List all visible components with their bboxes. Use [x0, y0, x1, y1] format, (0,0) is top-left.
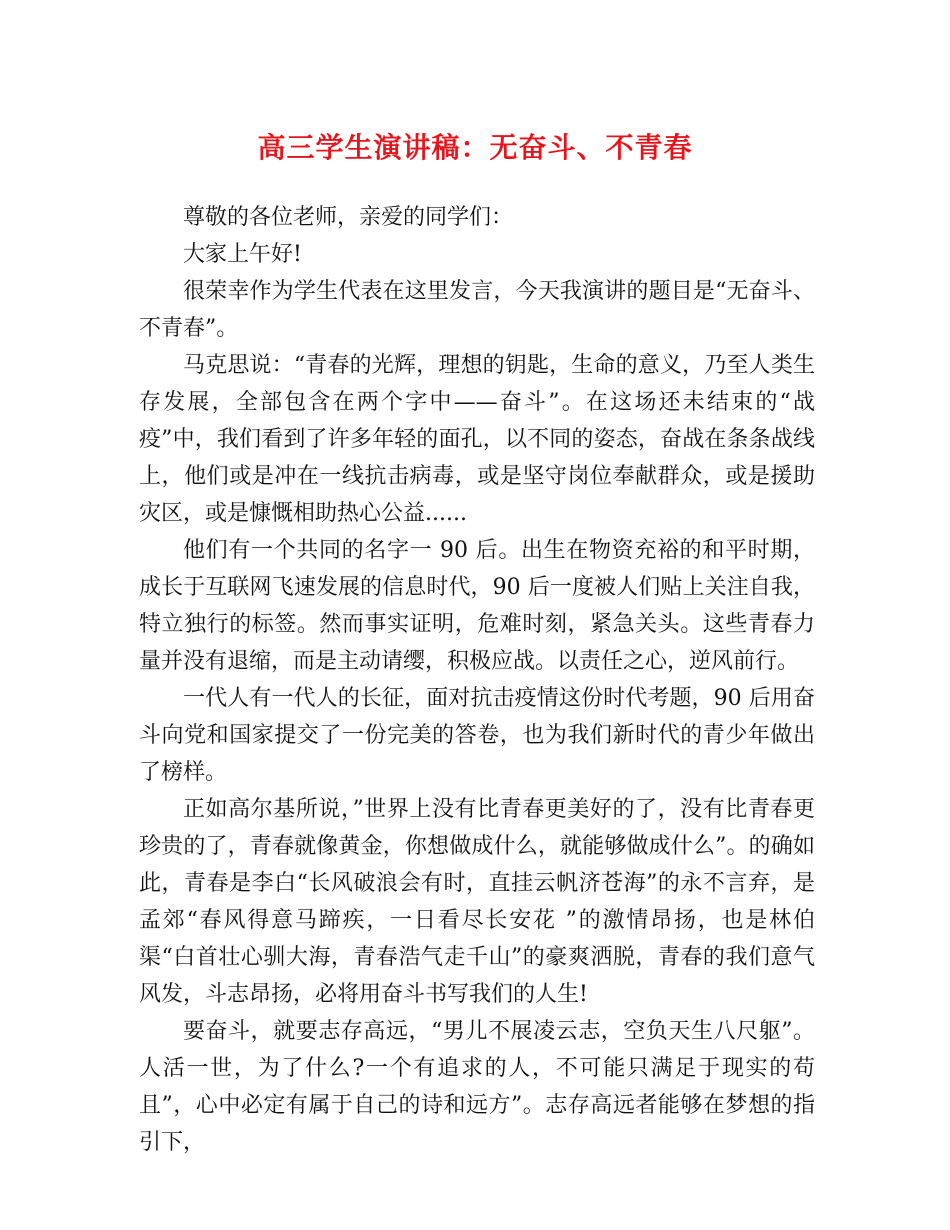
paragraph-gorky-quote: 正如高尔基所说，”世界上没有比青春更美好的了，没有比青春更珍贵的了，青春就像黄金，你想做成什么，就能够做成什么”。的确如此，青春是李白“长风破浪会有时，直挂云帆济苍海”的永不言弃，是孟郊“春风得意马蹄疾，一日看尽长安花 ”的激情昂扬，也是林伯渠“白首壮心驯大海，青春浩气走千山”的豪爽洒脱，青春的我们意气风发，斗志昂扬，必将用奋斗书写我们的人生! — [139, 797, 815, 1007]
paragraph-intro: 很荣幸作为学生代表在这里发言，今天我演讲的题目是“无奋斗、不青春”。 — [139, 279, 815, 341]
paragraph-greeting: 尊敬的各位老师，亲爱的同学们： — [183, 205, 514, 230]
paragraph-long-march: 一代人有一代人的长征，面对抗击疫情这份时代考题，90 后用奋斗向党和国家提交了一份完美的答卷，也为我们新时代的青少年做出了榜样。 — [139, 686, 815, 785]
document-body — [139, 199, 815, 1161]
paragraph-good-morning: 大家上午好! — [183, 242, 302, 267]
paragraph-marx-quote: 马克思说：“青春的光辉，理想的钥匙，生命的意义，乃至人类生存发展，全部包含在两个字中——奋斗”。在这场还未结束的“战疫”中，我们看到了许多年轻的面孔，以不同的姿态，奋战在条条战线上，他们或是冲在一线抗击病毒，或是坚守岗位奉献群众，或是援助灾区，或是慷慨相助热心公益...... — [139, 353, 815, 526]
paragraph-post90s: 他们有一个共同的名字一 90 后。出生在物资充裕的和平时期，成长于互联网飞速发展的信息时代，90 后一度被人们贴上关注自我，特立独行的标签。然而事实证明，危难时刻，紧急关头。这些青春力量并没有退缩，而是主动请缨，积极应战。以责任之心，逆风前行。 — [139, 538, 815, 674]
document-title: 高三学生演讲稿：无奋斗、不青春 — [257, 131, 693, 164]
paragraph-ambition: 要奋斗，就要志存高远，“男儿不展凌云志，空负天生八尺躯”。人活一世，为了什么?一个有追求的人，不可能只满足于现实的苟且”，心中必定有属于自己的诗和远方”。志存高远者能够在梦想的指引下， — [139, 1019, 815, 1155]
